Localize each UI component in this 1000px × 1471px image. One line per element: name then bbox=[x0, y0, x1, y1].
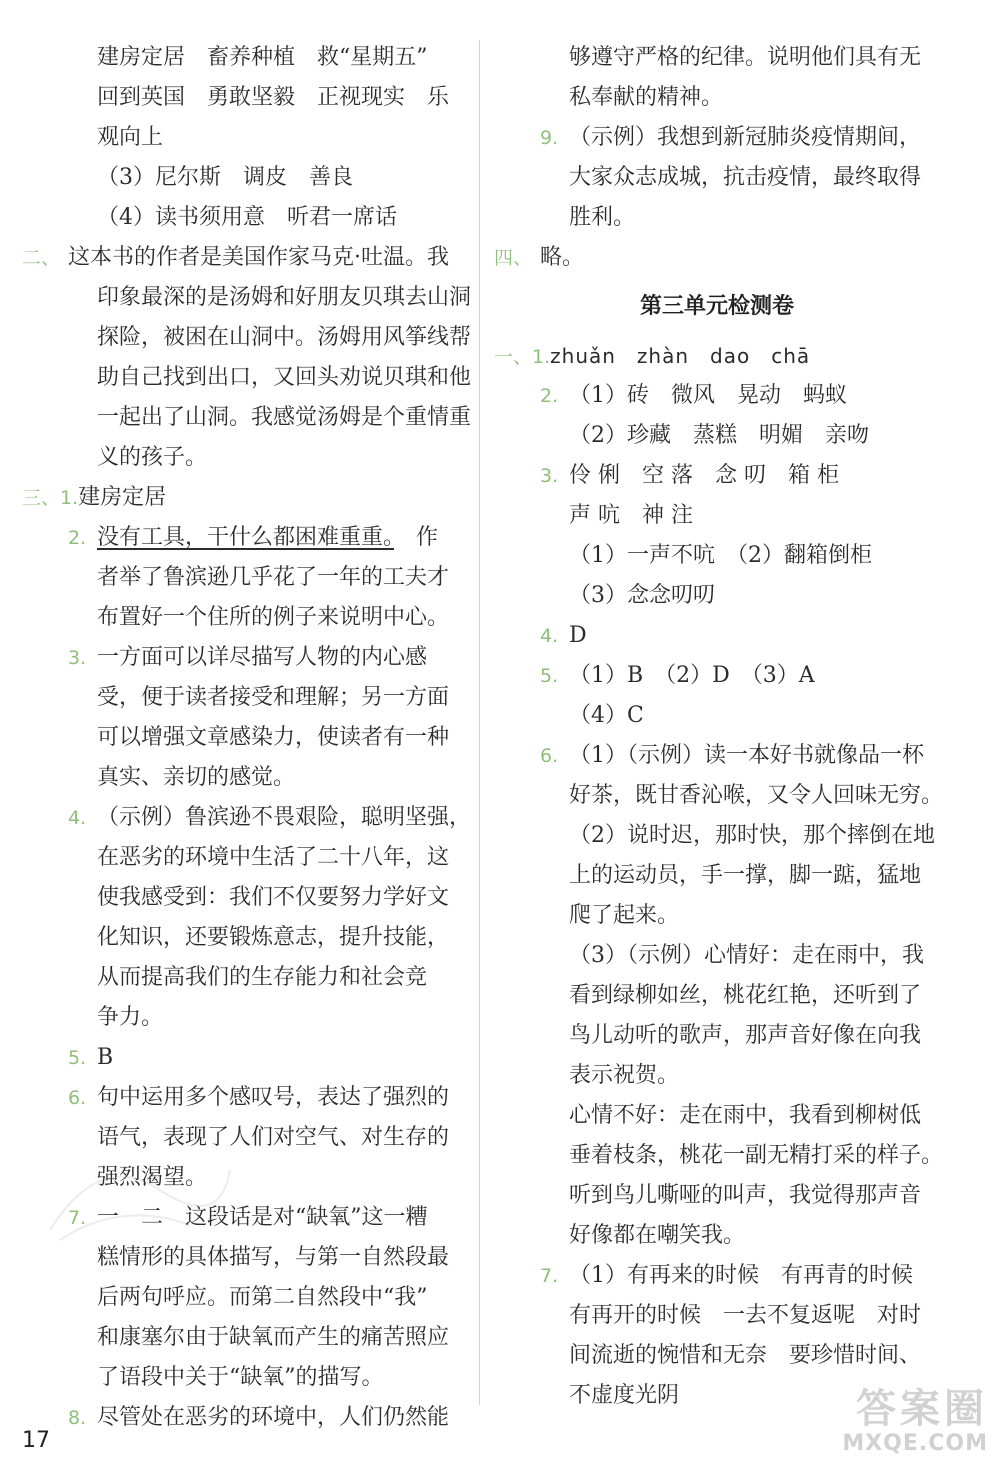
answer-text: 一起出了山洞。我感觉汤姆是个重情重 bbox=[97, 405, 472, 430]
column-divider bbox=[479, 40, 480, 1405]
answer-line bbox=[494, 816, 940, 856]
question-number: 四、 bbox=[494, 247, 533, 269]
answer-text: 胜利。 bbox=[569, 205, 636, 230]
answer-line bbox=[494, 656, 940, 696]
answer-text: 受，便于读者接受和理解；另一方面 bbox=[97, 685, 450, 710]
answer-text: 略。 bbox=[540, 245, 585, 270]
answer-text: 私奉献的精神。 bbox=[569, 85, 724, 110]
answer-line bbox=[494, 976, 940, 1016]
question-number: 5. bbox=[68, 1047, 87, 1069]
answer-text: 心情不好：走在雨中，我看到柳树低 bbox=[569, 1103, 922, 1128]
answer-line bbox=[22, 678, 470, 718]
answer-line bbox=[494, 376, 940, 416]
answer-text: 表示祝贺。 bbox=[569, 1063, 680, 1088]
answer-text: （2）珍藏 蒸糕 明媚 亲吻 bbox=[569, 423, 869, 448]
answer-text: 不虚度光阴 bbox=[569, 1383, 680, 1408]
answer-text: （4）读书须用意 听君一席话 bbox=[97, 205, 397, 230]
answer-text: B bbox=[97, 1045, 114, 1070]
faint-illustration bbox=[40, 1130, 240, 1250]
answer-text: 够遵守严格的纪律。说明他们具有无 bbox=[569, 45, 922, 70]
question-number: 4. bbox=[68, 807, 87, 829]
answer-line bbox=[22, 1038, 470, 1078]
question-number: 7. bbox=[68, 1207, 87, 1229]
question-number: 2. bbox=[540, 385, 559, 407]
answer-line bbox=[22, 638, 470, 678]
answer-line bbox=[494, 1176, 940, 1216]
answer-text: 声 吭 神 注 bbox=[569, 503, 693, 528]
answer-line bbox=[22, 598, 470, 638]
answer-text: 建房定居 bbox=[78, 485, 167, 510]
answer-line bbox=[22, 1398, 470, 1438]
answer-text: 和康塞尔由于缺氧而产生的痛苦照应 bbox=[97, 1325, 450, 1350]
answer-text: 在恶劣的环境中生活了二十八年，这 bbox=[97, 845, 450, 870]
answer-line bbox=[494, 158, 940, 198]
answer-line bbox=[22, 358, 470, 398]
question-number: 9. bbox=[540, 127, 559, 149]
answer-text: 印象最深的是汤姆和好朋友贝琪去山洞 bbox=[97, 285, 472, 310]
answer-line bbox=[22, 1358, 470, 1398]
answer-line bbox=[494, 776, 944, 816]
answer-line bbox=[22, 758, 470, 798]
answer-text: （示例）鲁滨逊不畏艰险，聪明坚强， bbox=[97, 805, 472, 830]
watermark-url: MXQE.COM bbox=[842, 1431, 988, 1456]
answer-text: （3）念念叨叨 bbox=[569, 583, 715, 608]
answer-text: 大家众志成城，抗击疫情，最终取得 bbox=[569, 165, 922, 190]
answer-text: 探险，被困在山洞中。汤姆用风筝线帮 bbox=[97, 325, 472, 350]
site-watermark bbox=[788, 1387, 988, 1465]
answer-line bbox=[494, 536, 940, 576]
answer-line bbox=[22, 518, 470, 558]
answer-line bbox=[494, 576, 940, 616]
answer-text: 回到英国 勇敢坚毅 正视现实 乐 bbox=[97, 85, 450, 110]
answer-line bbox=[22, 278, 470, 318]
question-number: 一、1. bbox=[494, 346, 551, 368]
answer-line bbox=[22, 238, 470, 278]
answer-text: 真实、亲切的感觉。 bbox=[97, 765, 296, 790]
question-number: 8. bbox=[68, 1407, 87, 1429]
answer-text: 看到绿柳如丝，桃花红艳，还听到了 bbox=[569, 983, 922, 1008]
answer-text: 从而提高我们的生存能力和社会竞 bbox=[97, 965, 428, 990]
answer-text: 好茶，既甘香沁喉，又令人回味无穷。 bbox=[569, 783, 944, 808]
answer-line bbox=[494, 38, 940, 78]
answer-line bbox=[494, 118, 940, 158]
answer-text: zhuǎn zhàn dao chā bbox=[550, 344, 811, 368]
answer-text: 好像都在嘲笑我。 bbox=[569, 1223, 746, 1248]
answer-line bbox=[494, 1216, 940, 1256]
answer-text: 尽管处在恶劣的环境中，人们仍然能 bbox=[97, 1405, 450, 1430]
answer-line bbox=[494, 1256, 940, 1296]
answer-text: 义的孩子。 bbox=[97, 445, 208, 470]
answer-line bbox=[22, 1318, 470, 1358]
answer-text: 布置好一个住所的例子来说明中心。 bbox=[97, 605, 450, 630]
answer-text: 句中运用多个感叹号，表达了强烈的 bbox=[97, 1085, 450, 1110]
answer-text: 糕情形的具体描写，与第一自然段最 bbox=[97, 1245, 450, 1270]
answer-line bbox=[494, 936, 940, 976]
answer-text: （1）（示例）读一本好书就像品一杯 bbox=[569, 743, 924, 768]
answer-text: 建房定居 畜养种植 救“星期五” bbox=[97, 45, 428, 70]
answer-text: 助自己找到出口，又回头劝说贝琪和他 bbox=[97, 365, 472, 390]
answer-line bbox=[494, 856, 940, 896]
answer-line bbox=[22, 318, 470, 358]
answer-text: 上的运动员，手一撑，脚一踮，猛地 bbox=[569, 863, 922, 888]
answer-text: 使我感受到：我们不仅要努力学好文 bbox=[97, 885, 450, 910]
answer-text: 间流逝的惋惜和无奈 要珍惜时间、 bbox=[569, 1343, 922, 1368]
answer-line bbox=[22, 798, 470, 838]
answer-text: 伶 俐 空 落 念 叨 箱 柜 bbox=[569, 463, 839, 488]
question-number: 4. bbox=[540, 625, 559, 647]
answer-text: （1）B （2）D （3）A bbox=[569, 663, 815, 688]
answer-line bbox=[494, 1096, 940, 1136]
question-number: 三、1. bbox=[22, 487, 79, 509]
answer-line bbox=[22, 38, 470, 78]
page-number: 17 bbox=[22, 1428, 50, 1453]
answer-text: （4）C bbox=[569, 703, 644, 728]
answer-text: 观向上 bbox=[97, 125, 164, 150]
answer-text: 化知识，还要锻炼意志，提升技能， bbox=[97, 925, 450, 950]
answer-line bbox=[22, 878, 470, 918]
answer-line bbox=[22, 1078, 470, 1118]
answer-line bbox=[494, 456, 940, 496]
answer-text: 可以增强文章感染力，使读者有一种 bbox=[97, 725, 450, 750]
answer-text: 后两句呼应。而第二自然段中“我” bbox=[97, 1285, 428, 1310]
answer-text: 鸟儿动听的歌声，那声音好像在向我 bbox=[569, 1023, 922, 1048]
answer-line bbox=[494, 1056, 940, 1096]
answer-text: （3）（示例）心情好：走在雨中，我 bbox=[569, 943, 924, 968]
answer-line bbox=[22, 718, 470, 758]
answer-text: 一方面可以详尽描写人物的内心感 bbox=[97, 645, 428, 670]
watermark-logo-text: 答案圈 bbox=[856, 1386, 988, 1432]
answer-text-tail: 作 bbox=[394, 525, 439, 550]
answer-text: （1）有再来的时候 有再青的时候 bbox=[569, 1263, 913, 1288]
answer-line bbox=[494, 416, 940, 456]
answer-text: 一 二 这段话是对“缺氧”这一糟 bbox=[97, 1205, 428, 1230]
answer-text: 争力。 bbox=[97, 1005, 164, 1030]
answer-text: （1）一声不吭 （2）翻箱倒柜 bbox=[569, 543, 872, 568]
answer-line bbox=[22, 998, 470, 1038]
answer-line bbox=[22, 478, 470, 518]
answer-text: 语气，表现了人们对空气、对生存的 bbox=[97, 1125, 450, 1150]
question-number: 5. bbox=[540, 665, 559, 687]
section-title: 第三单元检测卷 bbox=[639, 294, 794, 319]
answer-line bbox=[494, 616, 940, 656]
answer-text: （示例）我想到新冠肺炎疫情期间， bbox=[569, 125, 922, 150]
answer-line bbox=[494, 78, 940, 118]
answer-line bbox=[22, 398, 470, 438]
answer-text: 强烈渴望。 bbox=[97, 1165, 208, 1190]
answer-line bbox=[22, 1278, 470, 1318]
answer-line bbox=[22, 198, 470, 238]
answer-line bbox=[22, 918, 470, 958]
answer-text: 爬了起来。 bbox=[569, 903, 680, 928]
question-number: 3. bbox=[68, 647, 87, 669]
answer-text: （3）尼尔斯 调皮 善良 bbox=[97, 165, 353, 190]
answer-text: 没有工具，干什么都困难重重。 bbox=[97, 525, 395, 550]
answer-line bbox=[22, 438, 470, 478]
question-number: 6. bbox=[68, 1087, 87, 1109]
answer-line bbox=[22, 158, 470, 198]
answer-line bbox=[494, 198, 940, 238]
answer-line bbox=[494, 496, 940, 536]
answer-text: （1）砖 微风 晃动 蚂蚁 bbox=[569, 383, 847, 408]
question-number: 二、 bbox=[22, 247, 61, 269]
answer-line bbox=[494, 1296, 940, 1336]
answer-line bbox=[494, 696, 940, 736]
answer-line bbox=[494, 896, 940, 936]
answer-line bbox=[494, 1136, 944, 1176]
answer-text: 了语段中关于“缺氧”的描写。 bbox=[97, 1365, 384, 1390]
answer-text: 这本书的作者是美国作家马克·吐温。我 bbox=[68, 245, 449, 270]
answer-text: 有再开的时候 一去不复返呢 对时 bbox=[569, 1303, 922, 1328]
answer-text: 听到鸟儿嘶哑的叫声，我觉得那声音 bbox=[569, 1183, 922, 1208]
answer-text: 者举了鲁滨逊几乎花了一年的工夫才 bbox=[97, 565, 450, 590]
question-number: 6. bbox=[540, 745, 559, 767]
answer-text: D bbox=[569, 623, 587, 648]
answer-text: 垂着枝条，桃花一副无精打采的样子。 bbox=[569, 1143, 944, 1168]
answer-line bbox=[494, 736, 940, 776]
question-number: 2. bbox=[68, 527, 87, 549]
answer-line bbox=[494, 238, 940, 278]
answer-line bbox=[22, 118, 470, 158]
answer-line bbox=[22, 958, 470, 998]
question-number: 3. bbox=[540, 465, 559, 487]
answer-line bbox=[494, 1336, 940, 1376]
answer-line bbox=[494, 336, 940, 376]
answer-line bbox=[22, 78, 470, 118]
answer-line bbox=[494, 1016, 940, 1056]
answer-line bbox=[22, 558, 470, 598]
answer-line bbox=[22, 838, 470, 878]
answer-text: （2）说时迟，那时快，那个摔倒在地 bbox=[569, 823, 935, 848]
right-column bbox=[494, 38, 944, 1416]
question-number: 7. bbox=[540, 1265, 559, 1287]
